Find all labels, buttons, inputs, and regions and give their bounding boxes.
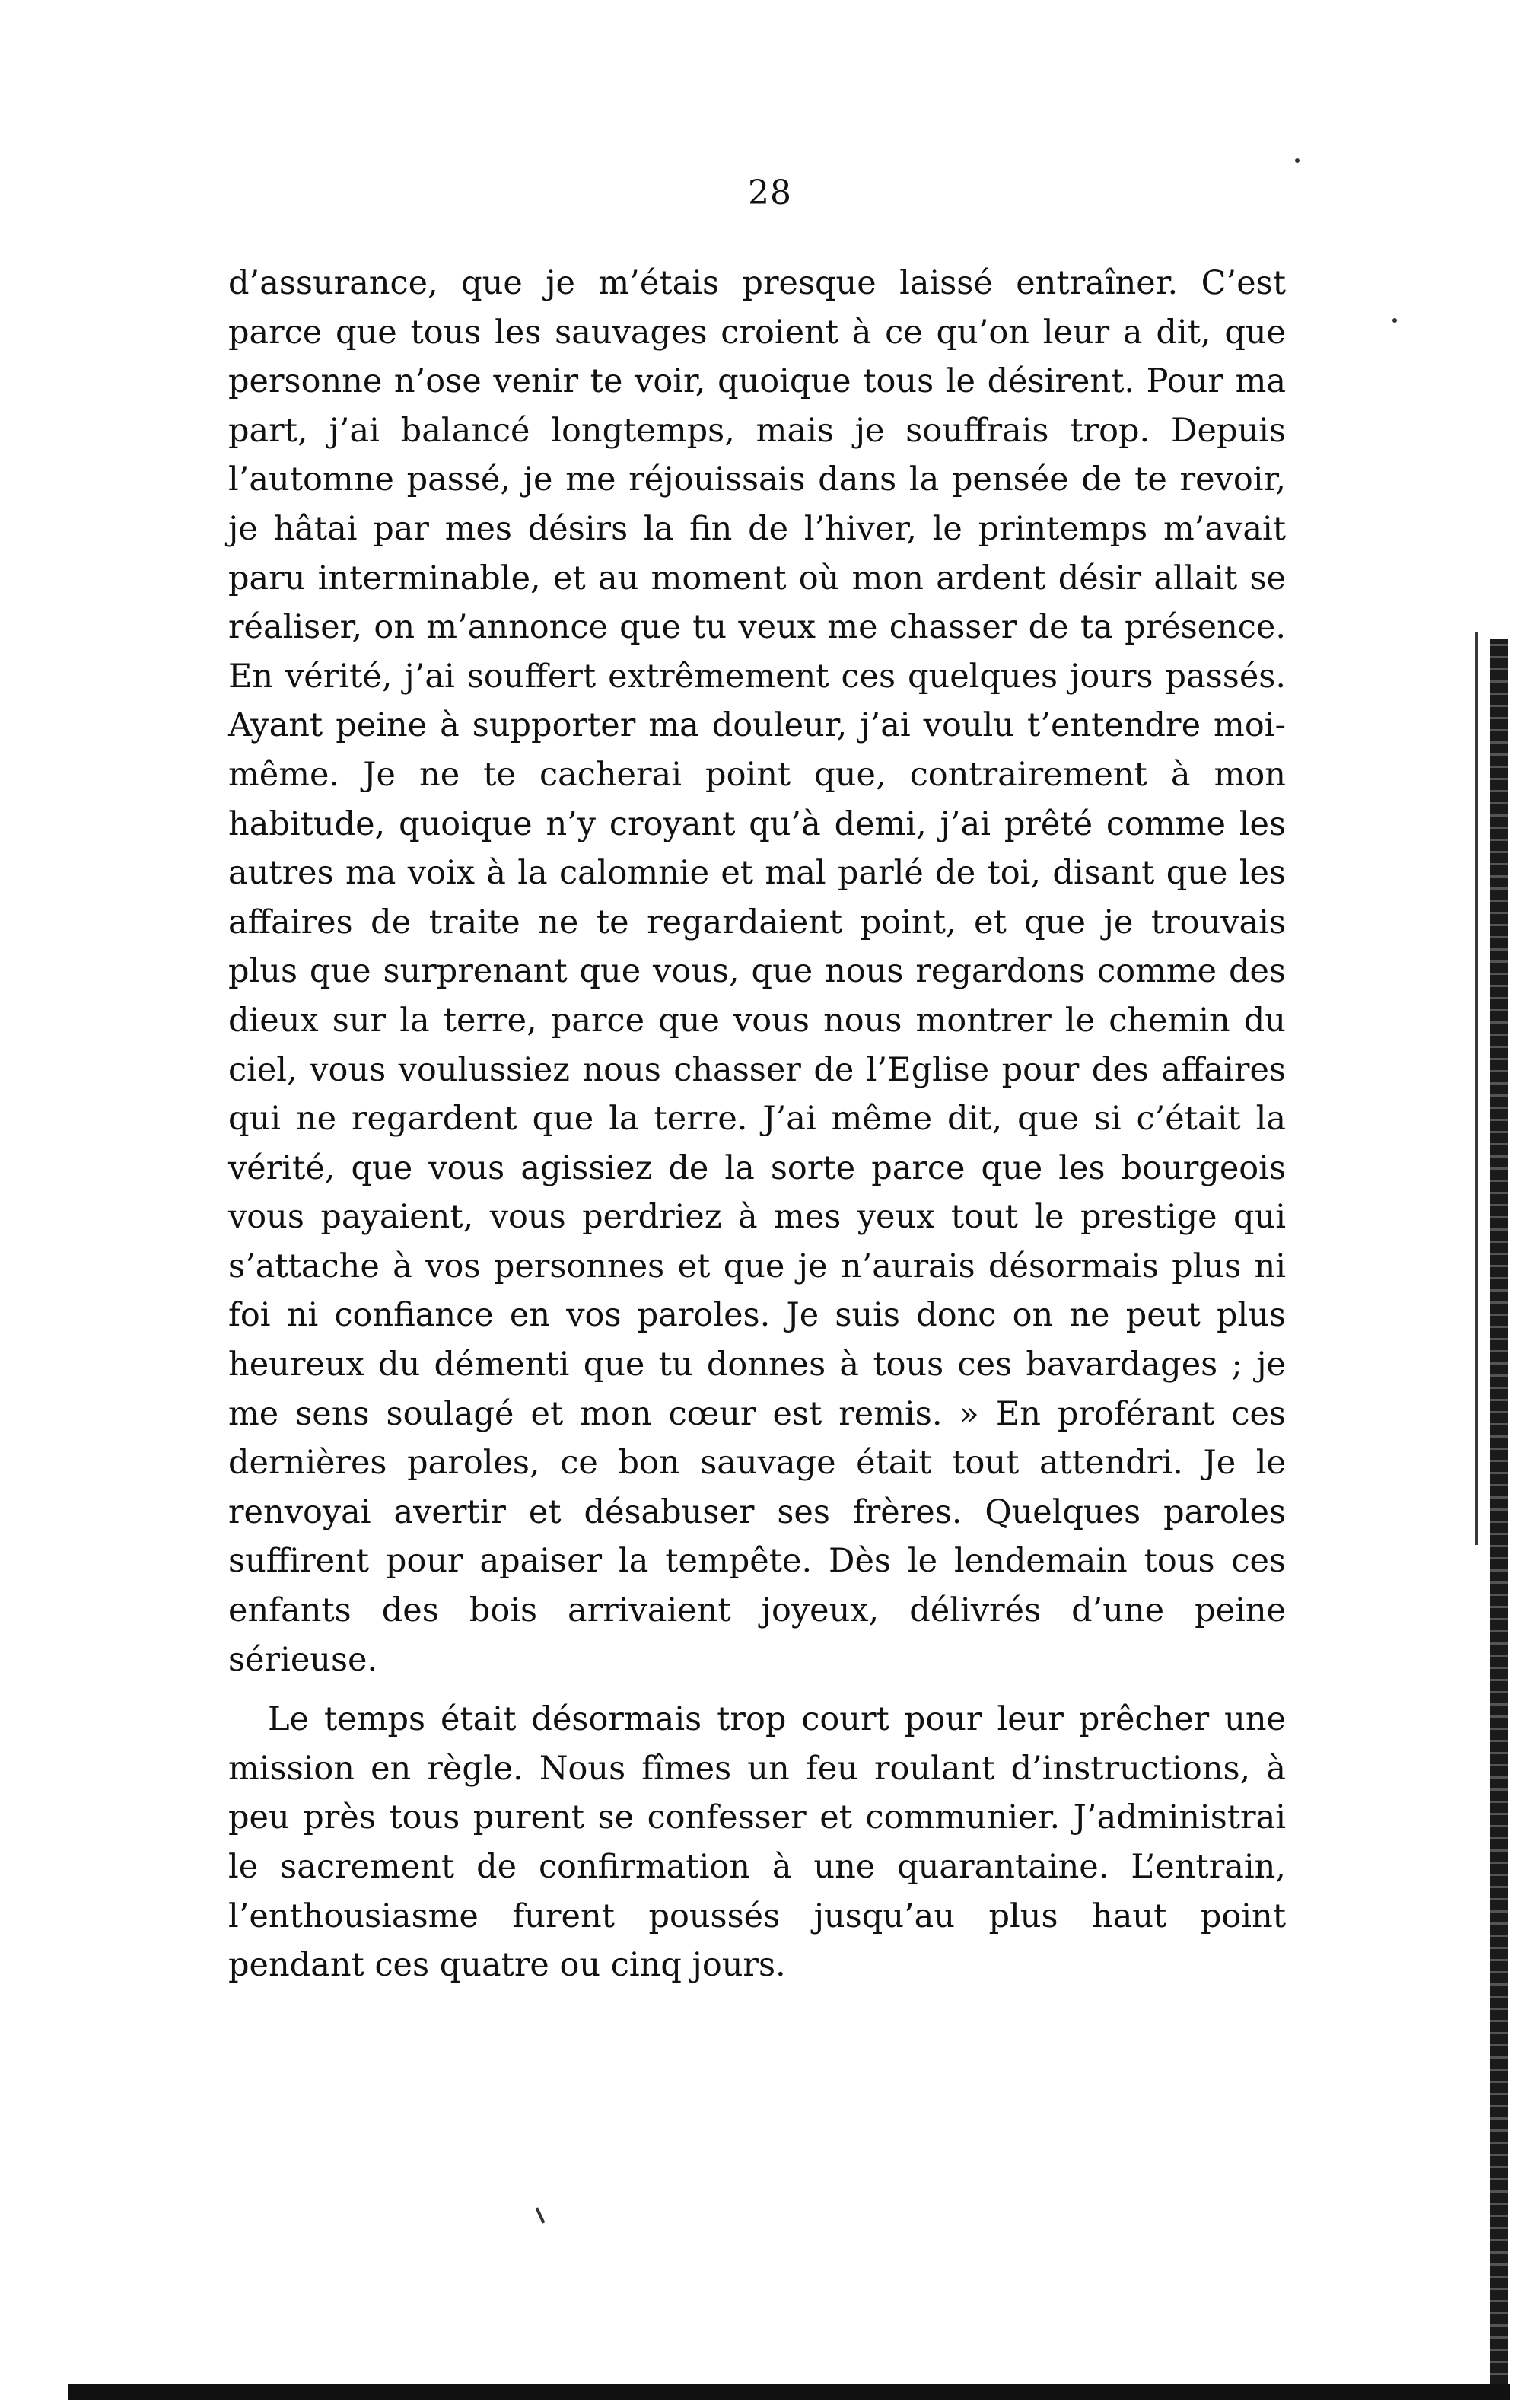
scan-bottom-border [68, 2384, 1510, 2400]
scan-edge-line [1475, 632, 1478, 1545]
paragraph-1: d’assurance, que je m’étais presque laissé entraîner. C’est parce que tous les sauvages croient à ce qu’on leur a dit, que personne n’ose venir te voir, quoique tous le désirent. Pour ma part, j’ai balancé longtemps, mais je souffrais trop. Depuis l’automne passé, je me réjouissais dans la pensée de te revoir, je hâtai par mes désirs la fin de l’hiver, le printemps m’avait paru interminable, et au moment où mon ardent désir allait se réaliser, on m’annonce que tu veux me chasser de ta présence. En vérité, j’ai souffert extrêmement ces quelques jours passés. Ayant peine à supporter ma douleur, j’ai voulu t’entendre moi-même. Je ne te cacherai point que, contrairement à mon habitude, quoique n’y croyant qu’à demi, j’ai prêté comme les autres ma voix à la calomnie et mal parlé de toi, disant que les affaires de traite ne te regardaient point, et que je trouvais plus que surprenant que vous, que nous regardons comme des dieux sur la terre, parce que vous nous montrer le chemin du ciel, vous voulussiez nous chasser de l’Eglise pour des affaires qui ne regardent que la terre. J’ai même dit, que si c’était la vérité, que vous agissiez de la sorte parce que les bourgeois vous payaient, vous perdriez à mes yeux tout le prestige qui s’attache à vos personnes et que je n’aurais désormais plus ni foi ni confiance en vos paroles. Je suis donc on ne peut plus heureux du démenti que tu donnes à tous ces bavardages ; je me sens soulagé et mon cœur est remis. » En proférant ces dernières paroles, ce bon sauvage était tout attendri. Je le renvoyai avertir et désabuser ses frères. Quelques paroles suffirent pour apaiser la tempête. Dès le lendemain tous ces enfants des bois arrivaient joyeux, délivrés d’une peine sérieuse. [228, 264, 1286, 1679]
scan-edge-border [1490, 639, 1508, 2390]
paragraph-2: Le temps était désormais trop court pour leur prêcher une mission en règle. Nous fîmes un feu roulant d’instructions, à peu près tous purent se confesser et communier. J’administrai le sacrement de confirmation à une quarantaine. L’entrain, l’enthousiasme furent poussés jusqu’au plus haut point pendant ces quatre ou cinq jours. [228, 1700, 1286, 1985]
scan-speck [536, 2207, 546, 2224]
page-body-text [228, 259, 1286, 1990]
page-number: 28 [748, 174, 792, 212]
scan-speck [1392, 318, 1397, 323]
scan-speck [1295, 158, 1300, 163]
